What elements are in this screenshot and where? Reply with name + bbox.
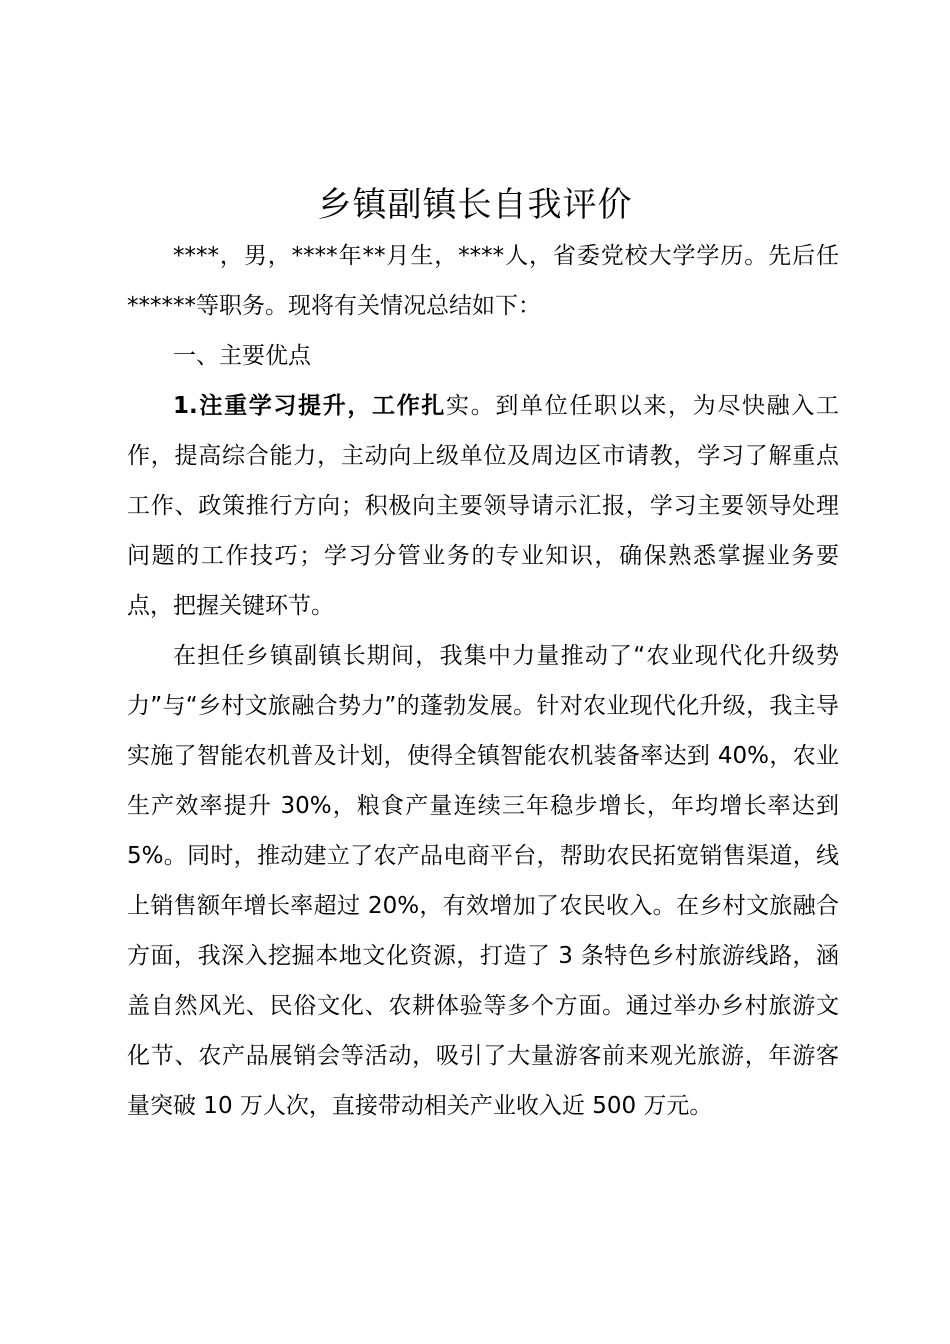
achievements-paragraph: 在担任乡镇副镇长期间，我集中力量推动了“农业现代化升级势力”与“乡村文旅融合势力”的蓬勃发展。针对农业现代化升级，我主导实施了智能农机普及计划，使得全镇智能农机装备率达到 40%，农业生产效率提升 30%，粮食产量连续三年稳步增长，年均增长率达到 5%。同时，推动建立了农产品电商平台，帮助农民拓宽销售渠道，线上销售额年增长率超过 20%，有效增加了农民收入。在乡村文旅融合方面，我深入挖掘本地文化资源，打造了 3 条特色乡村旅游线路，涵盖自然风光、民俗文化、农耕体验等多个方面。通过举办乡村旅游文化节、农产品展销会等活动，吸引了大量游客前来观光旅游，年游客量突破 10 万人次，直接带动相关产业收入近 500 万元。 bbox=[127, 643, 839, 1119]
point-1-text: 实。到单位任职以来，为尽快融入工作，提高综合能力，主动向上级单位及周边区市请教，学习了解重点工作、政策推行方向；积极向主要领导请示汇报，学习主要领导处理问题的工作技巧；学习分管业务的专业知识，确保熟悉掌握业务要点，把握关键环节。 bbox=[127, 393, 839, 619]
point-1-bold-lead: 1.注重学习提升，工作扎 bbox=[173, 393, 447, 419]
document-body bbox=[127, 231, 839, 1131]
point-1-paragraph bbox=[127, 381, 839, 631]
document-title: 乡镇副镇长自我评价 bbox=[317, 185, 633, 225]
intro-paragraph: ****，男，****年**月生，****人，省委党校大学学历。先后任******等职务。现将有关情况总结如下： bbox=[127, 243, 839, 319]
section-heading: 一、主要优点 bbox=[173, 343, 311, 369]
